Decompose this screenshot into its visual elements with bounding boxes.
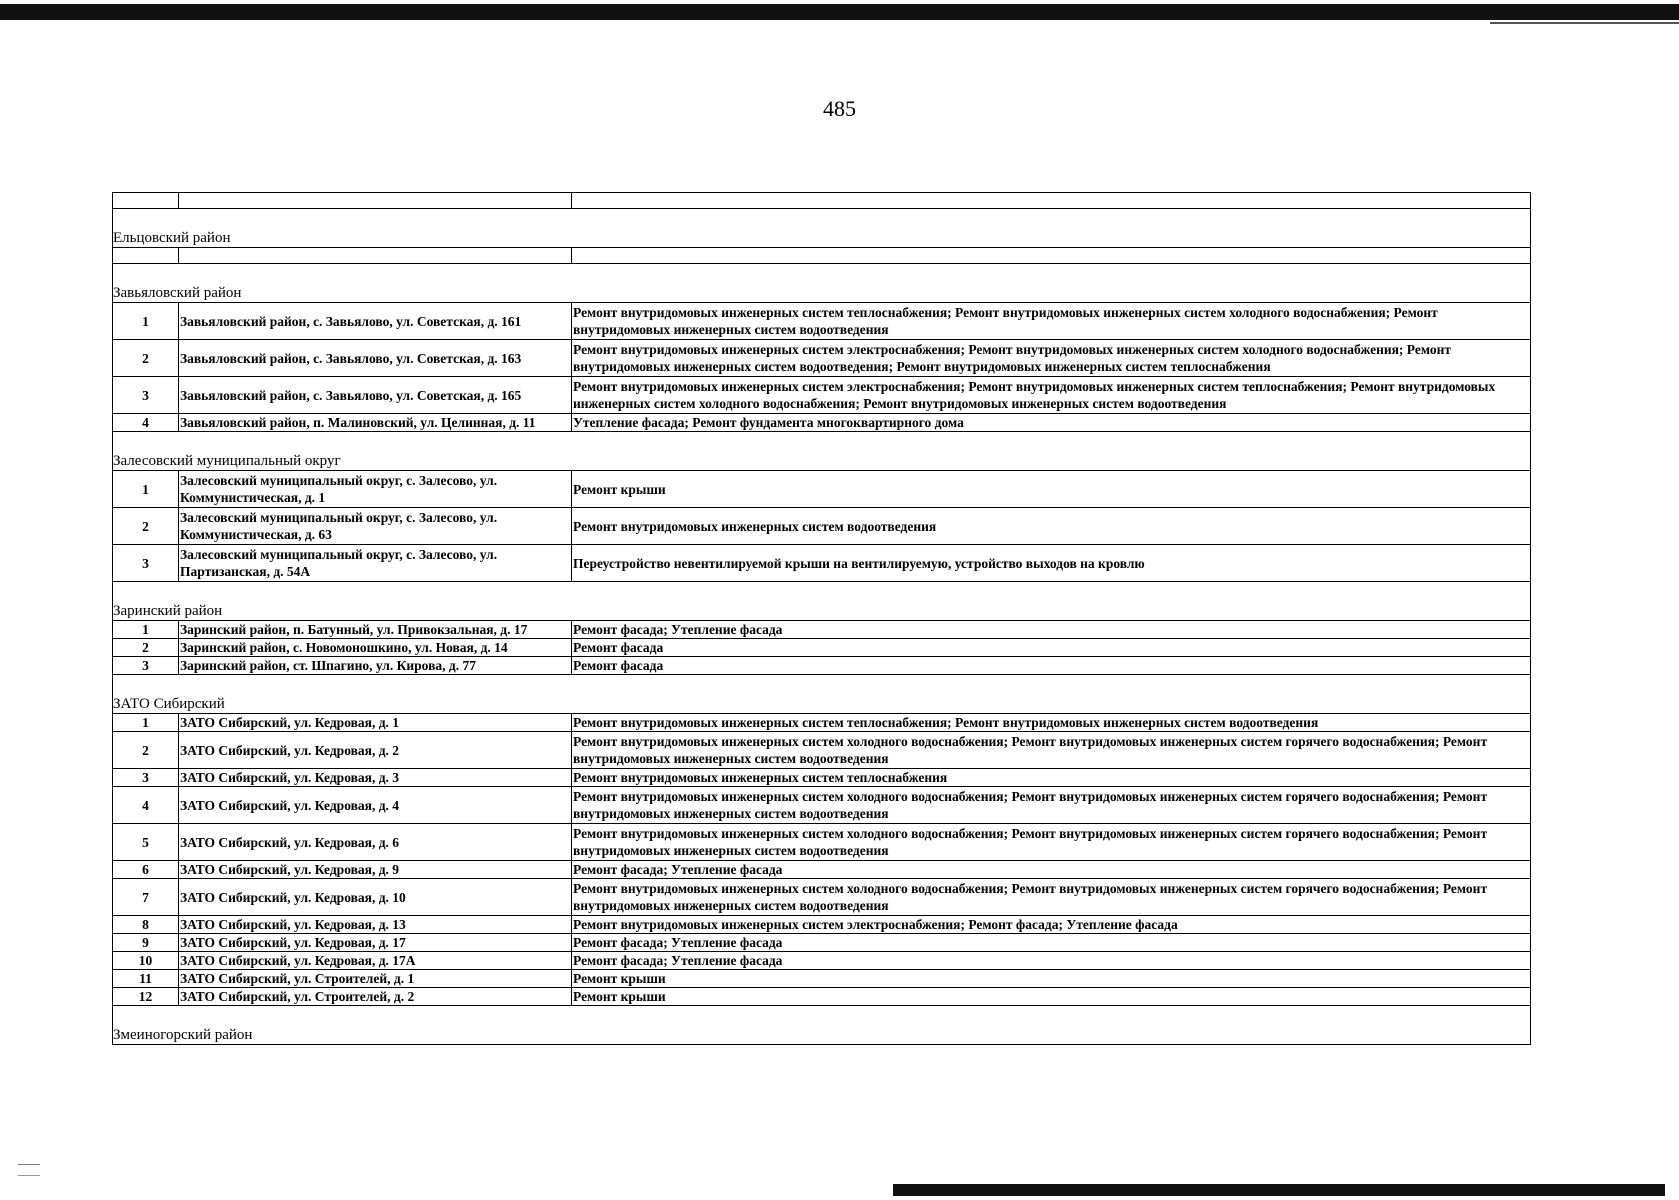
row-address: Заринский район, ст. Шпагино, ул. Кирова, д. 77 — [179, 657, 572, 675]
row-address: ЗАТО Сибирский, ул. Кедровая, д. 3 — [179, 769, 572, 787]
row-work: Ремонт фасада; Утепление фасада — [572, 861, 1531, 879]
row-address: Заринский район, с. Новомоношкино, ул. Новая, д. 14 — [179, 639, 572, 657]
header-cell — [572, 193, 1531, 209]
scan-mark — [18, 1164, 40, 1176]
row-number: 11 — [113, 970, 179, 988]
table-row — [113, 303, 1531, 340]
row-address: ЗАТО Сибирский, ул. Кедровая, д. 17 — [179, 934, 572, 952]
row-address: Залесовский муниципальный округ, с. Залесово, ул. Партизанская, д. 54А — [179, 545, 572, 582]
empty-cell — [572, 248, 1531, 264]
row-number: 3 — [113, 769, 179, 787]
row-work: Ремонт крыши — [572, 970, 1531, 988]
row-work: Ремонт внутридомовых инженерных систем теплоснабжения; Ремонт внутридомовых инженерных систем водоотведения — [572, 714, 1531, 732]
scan-border-top — [0, 4, 1679, 20]
scan-border-bottom — [893, 1184, 1665, 1196]
row-work: Ремонт крыши — [572, 471, 1531, 508]
section-title: Змеиногорский район — [113, 1006, 1531, 1045]
table-row — [113, 714, 1531, 732]
row-number: 6 — [113, 861, 179, 879]
section-title: Ельцовский район — [113, 209, 1531, 248]
row-work: Ремонт внутридомовых инженерных систем электроснабжения; Ремонт внутридомовых инженерных систем холодного водоснабжения; Ремонт внутридомовых инженерных систем водоотведения; Ремонт внутридомовых инженерных систем теплоснабжения — [572, 340, 1531, 377]
row-number: 5 — [113, 824, 179, 861]
row-address: ЗАТО Сибирский, ул. Строителей, д. 1 — [179, 970, 572, 988]
header-cell — [113, 193, 179, 209]
table-row — [113, 377, 1531, 414]
row-number: 4 — [113, 414, 179, 432]
row-number: 1 — [113, 303, 179, 340]
row-work: Ремонт внутридомовых инженерных систем теплоснабжения — [572, 769, 1531, 787]
table-row — [113, 414, 1531, 432]
row-address: ЗАТО Сибирский, ул. Кедровая, д. 1 — [179, 714, 572, 732]
table-row — [113, 861, 1531, 879]
row-number: 7 — [113, 879, 179, 916]
row-work: Ремонт фасада; Утепление фасада — [572, 621, 1531, 639]
row-work: Ремонт внутридомовых инженерных систем теплоснабжения; Ремонт внутридомовых инженерных систем холодного водоснабжения; Ремонт внутридомовых инженерных систем водоотведения — [572, 303, 1531, 340]
row-number: 3 — [113, 657, 179, 675]
table-row — [113, 952, 1531, 970]
row-address: ЗАТО Сибирский, ул. Кедровая, д. 9 — [179, 861, 572, 879]
row-number: 2 — [113, 508, 179, 545]
section-title: Залесовский муниципальный округ — [113, 432, 1531, 471]
section-title: Завьяловский район — [113, 264, 1531, 303]
row-number: 3 — [113, 377, 179, 414]
table-row — [113, 787, 1531, 824]
table-row — [113, 934, 1531, 952]
row-work: Ремонт внутридомовых инженерных систем электроснабжения; Ремонт внутридомовых инженерных систем теплоснабжения; Ремонт внутридомовых инженерных систем холодного водоснабжения; Ремонт внутридомовых инженерных систем водоотведения — [572, 377, 1531, 414]
section-title: Заринский район — [113, 582, 1531, 621]
row-work: Ремонт внутридомовых инженерных систем холодного водоснабжения; Ремонт внутридомовых инженерных систем горячего водоснабжения; Ремонт внутридомовых инженерных систем водоотведения — [572, 824, 1531, 861]
row-work: Ремонт крыши — [572, 988, 1531, 1006]
table-row — [113, 988, 1531, 1006]
row-number: 1 — [113, 714, 179, 732]
row-number: 1 — [113, 471, 179, 508]
section-row — [113, 582, 1531, 621]
table-row — [113, 545, 1531, 582]
row-number: 3 — [113, 545, 179, 582]
row-address: Завьяловский район, с. Завьялово, ул. Советская, д. 165 — [179, 377, 572, 414]
row-address: ЗАТО Сибирский, ул. Кедровая, д. 6 — [179, 824, 572, 861]
table-row — [113, 879, 1531, 916]
row-address: Завьяловский район, с. Завьялово, ул. Советская, д. 163 — [179, 340, 572, 377]
section-title: ЗАТО Сибирский — [113, 675, 1531, 714]
section-row — [113, 432, 1531, 471]
row-address: Завьяловский район, с. Завьялово, ул. Советская, д. 161 — [179, 303, 572, 340]
row-number: 9 — [113, 934, 179, 952]
header-cell — [179, 193, 572, 209]
row-work: Ремонт внутридомовых инженерных систем холодного водоснабжения; Ремонт внутридомовых инженерных систем горячего водоснабжения; Ремонт внутридомовых инженерных систем водоотведения — [572, 787, 1531, 824]
table-row — [113, 471, 1531, 508]
empty-row — [113, 248, 1531, 264]
table-row — [113, 824, 1531, 861]
row-number: 2 — [113, 340, 179, 377]
row-address: Залесовский муниципальный округ, с. Залесово, ул. Коммунистическая, д. 63 — [179, 508, 572, 545]
row-work: Ремонт фасада — [572, 657, 1531, 675]
row-work: Ремонт внутридомовых инженерных систем холодного водоснабжения; Ремонт внутридомовых инженерных систем горячего водоснабжения; Ремонт внутридомовых инженерных систем водоотведения — [572, 732, 1531, 769]
row-work: Ремонт фасада; Утепление фасада — [572, 934, 1531, 952]
row-work: Ремонт фасада — [572, 639, 1531, 657]
row-work: Ремонт внутридомовых инженерных систем электроснабжения; Ремонт фасада; Утепление фасада — [572, 916, 1531, 934]
row-address: Завьяловский район, п. Малиновский, ул. Целинная, д. 11 — [179, 414, 572, 432]
table-row — [113, 769, 1531, 787]
table-row — [113, 639, 1531, 657]
header-row — [113, 193, 1531, 209]
row-address: ЗАТО Сибирский, ул. Кедровая, д. 17А — [179, 952, 572, 970]
table-row — [113, 657, 1531, 675]
row-number: 8 — [113, 916, 179, 934]
repair-table — [112, 192, 1531, 1045]
row-work: Ремонт внутридомовых инженерных систем холодного водоснабжения; Ремонт внутридомовых инженерных систем горячего водоснабжения; Ремонт внутридомовых инженерных систем водоотведения — [572, 879, 1531, 916]
section-row — [113, 1006, 1531, 1045]
row-work: Ремонт фасада; Утепление фасада — [572, 952, 1531, 970]
table-row — [113, 340, 1531, 377]
table-row — [113, 916, 1531, 934]
row-address: Залесовский муниципальный округ, с. Залесово, ул. Коммунистическая, д. 1 — [179, 471, 572, 508]
section-row — [113, 675, 1531, 714]
row-number: 2 — [113, 639, 179, 657]
row-address: ЗАТО Сибирский, ул. Кедровая, д. 4 — [179, 787, 572, 824]
row-number: 1 — [113, 621, 179, 639]
page-number: 485 — [823, 96, 856, 121]
section-row — [113, 209, 1531, 248]
row-address: ЗАТО Сибирский, ул. Кедровая, д. 13 — [179, 916, 572, 934]
table-row — [113, 508, 1531, 545]
row-address: Заринский район, п. Батунный, ул. Привокзальная, д. 17 — [179, 621, 572, 639]
table-row — [113, 621, 1531, 639]
row-address: ЗАТО Сибирский, ул. Кедровая, д. 2 — [179, 732, 572, 769]
scan-line-top — [1490, 22, 1679, 24]
table-row — [113, 970, 1531, 988]
row-address: ЗАТО Сибирский, ул. Строителей, д. 2 — [179, 988, 572, 1006]
table-row — [113, 732, 1531, 769]
row-work: Переустройство невентилируемой крыши на вентилируемую, устройство выходов на кровлю — [572, 545, 1531, 582]
row-number: 4 — [113, 787, 179, 824]
row-work: Утепление фасада; Ремонт фундамента многоквартирного дома — [572, 414, 1531, 432]
row-address: ЗАТО Сибирский, ул. Кедровая, д. 10 — [179, 879, 572, 916]
repair-table-body — [113, 193, 1531, 1045]
empty-cell — [113, 248, 179, 264]
row-number: 12 — [113, 988, 179, 1006]
empty-cell — [179, 248, 572, 264]
row-work: Ремонт внутридомовых инженерных систем водоотведения — [572, 508, 1531, 545]
row-number: 2 — [113, 732, 179, 769]
row-number: 10 — [113, 952, 179, 970]
section-row — [113, 264, 1531, 303]
